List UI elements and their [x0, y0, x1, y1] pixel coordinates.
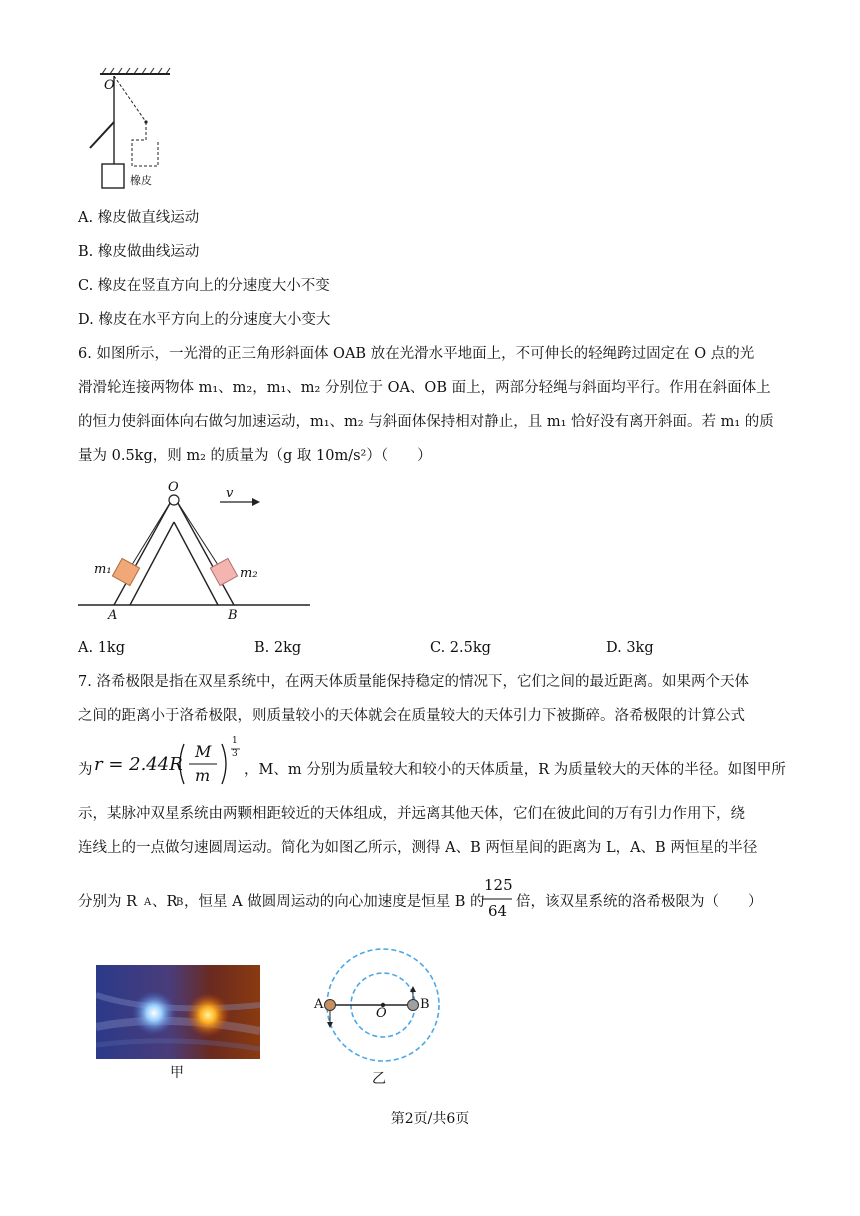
q6-option-d: D. 3kg: [606, 640, 654, 656]
star-b: [408, 1000, 419, 1011]
q7-text-line-2: 之间的距离小于洛希极限，则质量较小的天体就会在质量较大的天体引力下被撕碎。洛希极限的计算公式: [78, 708, 745, 724]
q6-option-b: B. 2kg: [254, 640, 302, 656]
q7-figure-yi: [300, 944, 460, 1066]
q6-option-a: A. 1kg: [78, 640, 125, 656]
q5-o-label: O: [104, 78, 115, 93]
q6-label-o: O: [168, 480, 179, 495]
q7-last-sub-a: A: [144, 897, 152, 908]
q6-text-line-2: 滑滑轮连接两物体 m₁、m₂，m₁、m₂ 分别位于 OA、OB 面上，两部分轻绳与斜面均平行。作用在斜面体上: [78, 380, 771, 396]
q6-label-a: A: [108, 608, 118, 623]
q7-yi-label-b: B: [420, 997, 430, 1012]
q7-formula-den: m: [195, 766, 211, 785]
page-footer: 第2页/共6页: [390, 1111, 470, 1127]
q7-last-prefix: 分别为 R: [78, 894, 138, 910]
q7-last-sub-b: B: [176, 897, 184, 908]
q7-figure-jia-label: 甲: [170, 1065, 184, 1081]
q7-formula-prefix: 为: [78, 762, 93, 778]
star-a: [325, 1000, 336, 1011]
q7-last-suffix: 倍，该双星系统的洛希极限为（ ）: [516, 894, 763, 910]
q6-text-line-3: 的恒力使斜面体向右做匀加速运动，m₁、m₂ 与斜面体保持相对静止，且 m₁ 恰好没有离开斜面。若 m₁ 的质: [78, 414, 774, 430]
q7-formula-num: M: [195, 742, 212, 761]
q7-formula-exp-den: 3: [232, 749, 238, 759]
q7-figure-yi-label: 乙: [372, 1071, 386, 1087]
q5-option-c: C. 橡皮在竖直方向上的分速度大小不变: [78, 278, 330, 294]
q6-text-line-4: 量为 0.5kg，则 m₂ 的质量为（g 取 10m/s²）（ ）: [78, 448, 432, 464]
q7-figure-jia-image: [96, 965, 260, 1059]
q7-ratio-num: 125: [484, 876, 513, 894]
q7-formula-lhs: r = 2.44R: [94, 754, 183, 775]
q7-ratio-den: 64: [488, 902, 508, 920]
q7-text-line-1: 7. 洛希极限是指在双星系统中，在两天体质量能保持稳定的情况下，它们之间的最近距离。如果两个天体: [78, 674, 749, 690]
q6-block-m1: [112, 558, 139, 585]
q7-ratio-bar: [482, 897, 512, 901]
q6-label-m1: m₁: [94, 562, 112, 577]
q5-rubber-label: 橡皮: [130, 174, 152, 187]
q5-option-a: A. 橡皮做直线运动: [78, 210, 200, 226]
q6-option-c: C. 2.5kg: [430, 640, 491, 656]
q6-label-m2: m₂: [240, 566, 258, 581]
q5-option-d: D. 橡皮在水平方向上的分速度大小变大: [78, 312, 331, 328]
q7-text-line-3: 示，某脉冲双星系统由两颗相距较近的天体组成，并远离其他天体，它们在彼此间的万有引力作用下，绕: [78, 806, 745, 822]
q5-option-b: B. 橡皮做曲线运动: [78, 244, 200, 260]
q7-formula-suffix: ，M、m 分别为质量较大和较小的天体质量，R 为质量较大的天体的半径。如图甲所: [244, 762, 786, 778]
q6-label-v: v: [226, 486, 234, 501]
q7-text-line-4: 连线上的一点做匀速圆周运动。简化为如图乙所示，测得 A、B 两恒星间的距离为 L，A、B 两恒星的半径: [78, 840, 758, 856]
q6-figure: [78, 478, 318, 628]
q7-yi-label-o: O: [376, 1006, 387, 1021]
q6-label-b: B: [228, 608, 238, 623]
q7-last-mid2: ，恒星 A 做圆周运动的向心加速度是恒星 B 的: [184, 894, 485, 910]
q7-last-mid: 、R: [152, 894, 178, 910]
q6-block-m2: [210, 558, 237, 585]
q7-yi-label-a: A: [314, 997, 324, 1012]
q6-text-line-1: 6. 如图所示，一光滑的正三角形斜面体 OAB 放在光滑水平地面上，不可伸长的轻绳跨过固定在 O 点的光: [78, 346, 755, 362]
q7-formula-exp-num: 1: [232, 736, 238, 746]
